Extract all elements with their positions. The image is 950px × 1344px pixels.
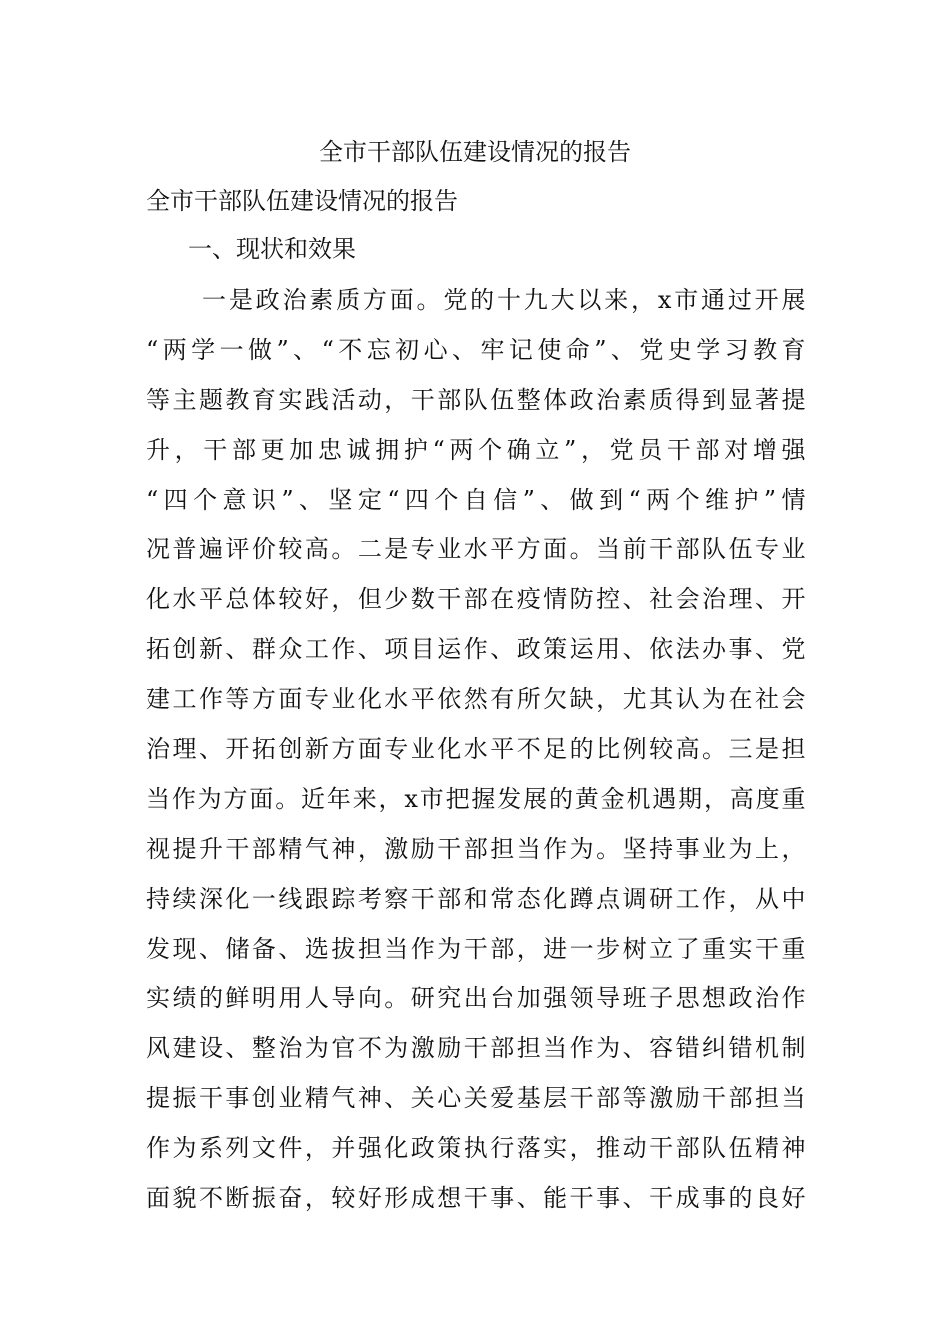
- paragraph-line: 一是政治素质方面。党的十九大以来，x市通过开展: [202, 286, 806, 314]
- paragraph-line: 况普遍评价较高。二是专业水平方面。当前干部队伍专业: [146, 535, 806, 564]
- paragraph-line: 作为系列文件，并强化政策执行落实，推动干部队伍精神: [146, 1134, 806, 1163]
- paragraph-line: 实绩的鲜明用人导向。研究出台加强领导班子思想政治作: [146, 984, 806, 1013]
- paragraph-line: 发现、储备、选拔担当作为干部，进一步树立了重实干重: [146, 934, 806, 963]
- paragraph-line: 提振干事创业精气神、关心关爱基层干部等激励干部担当: [146, 1084, 806, 1113]
- paragraph-line: “四个意识”、坚定“四个自信”、做到“两个维护”情: [146, 485, 806, 514]
- paragraph-line: 面貌不断振奋，较好形成想干事、能干事、干成事的良好: [146, 1184, 806, 1213]
- document-subtitle: 全市干部队伍建设情况的报告: [146, 187, 458, 215]
- paragraph-line: 持续深化一线跟踪考察干部和常态化蹲点调研工作，从中: [146, 884, 806, 913]
- paragraph-line: 等主题教育实践活动，干部队伍整体政治素质得到显著提: [146, 385, 806, 414]
- paragraph-line: 化水平总体较好，但少数干部在疫情防控、社会治理、开: [146, 585, 806, 614]
- body-paragraph: [146, 282, 806, 1230]
- paragraph-line: 视提升干部精气神，激励干部担当作为。坚持事业为上，: [146, 834, 806, 863]
- paragraph-line: 风建设、整治为官不为激励干部担当作为、容错纠错机制: [146, 1034, 806, 1063]
- paragraph-line: 治理、开拓创新方面专业化水平不足的比例较高。三是担: [146, 735, 806, 764]
- paragraph-line: 拓创新、群众工作、项目运作、政策运用、依法办事、党: [146, 635, 806, 664]
- paragraph-line: 升，干部更加忠诚拥护“两个确立”，党员干部对增强: [146, 435, 806, 464]
- document-title: 全市干部队伍建设情况的报告: [319, 138, 631, 166]
- paragraph-line: “两学一做”、“不忘初心、牢记使命”、党史学习教育: [146, 335, 806, 364]
- paragraph-line: 建工作等方面专业化水平依然有所欠缺，尤其认为在社会: [146, 685, 806, 714]
- section-heading: 一、现状和效果: [188, 235, 356, 263]
- paragraph-line: 当作为方面。近年来，x市把握发展的黄金机遇期，高度重: [146, 784, 806, 813]
